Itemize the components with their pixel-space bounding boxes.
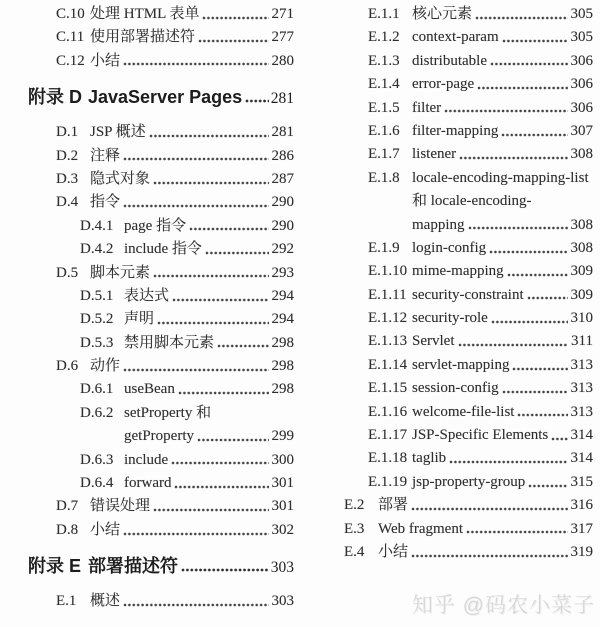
entry-number-label: D.6.4 (80, 475, 114, 492)
entry-number-label: D.4 (56, 194, 79, 211)
toc-entry (28, 215, 294, 238)
entry-title: 注释 (90, 147, 121, 164)
entry-number-label: E.1.4 (368, 76, 400, 93)
entry-title: listener (412, 146, 457, 163)
toc-entry-line (316, 401, 593, 424)
entry-number-label: E.3 (344, 520, 365, 537)
page-number: 301 (271, 475, 294, 492)
page-number: 305 (570, 29, 593, 46)
entry-number-label: E.1 (56, 593, 77, 610)
dot-leader (123, 203, 269, 209)
toc-entry-line (316, 541, 593, 564)
entry-title: forward (124, 475, 172, 492)
entry-number-label: E.1.13 (368, 333, 408, 350)
entry-number-label: E.1.6 (368, 122, 400, 139)
toc-entry-line (316, 120, 593, 143)
toc-entry (316, 120, 593, 143)
toc-entry (28, 308, 294, 331)
page-number: 299 (271, 428, 294, 445)
toc-entry (28, 519, 294, 542)
dot-leader (512, 366, 568, 372)
page-number: 300 (271, 451, 294, 468)
dot-leader (172, 297, 269, 303)
dot-leader (153, 507, 269, 513)
entry-title: getProperty (124, 428, 194, 445)
dot-leader (123, 367, 269, 373)
toc-entry-line (28, 590, 294, 613)
page-number: 317 (570, 520, 593, 537)
entry-title: useBean (124, 381, 175, 398)
entry-number-label: D.6 (56, 358, 79, 375)
appendix-number-label: 附录 E (28, 556, 82, 577)
entry-number-label: D.3 (56, 170, 79, 187)
page-number: 314 (570, 450, 593, 467)
toc-entry-line (28, 449, 294, 472)
entry-title: 声明 (124, 311, 155, 328)
entry-number-label: E.1.19 (368, 473, 408, 490)
entry-number-label: E.1.14 (368, 356, 408, 373)
entry-number-label: D.6.2 (80, 404, 114, 421)
dot-leader (217, 343, 269, 349)
page-number: 281 (270, 90, 294, 108)
page-number: 277 (271, 29, 294, 46)
page-number: 301 (271, 498, 294, 515)
entry-title: include 指令 (124, 241, 202, 258)
toc-entry-line (316, 377, 593, 400)
toc-entry-line (316, 237, 593, 260)
dot-leader (502, 389, 568, 395)
page-number: 298 (271, 334, 294, 351)
page-number: 294 (271, 287, 294, 304)
toc-entry (28, 191, 294, 214)
dot-leader (502, 38, 568, 44)
entry-number-label: D.4.2 (80, 241, 114, 258)
dot-leader (466, 529, 568, 535)
toc-entry (316, 3, 593, 26)
entry-title: JSP-Specific Elements (412, 427, 549, 444)
entry-title: 错误处理 (90, 498, 151, 515)
page-number: 302 (271, 521, 294, 538)
toc-entry-line (28, 215, 294, 238)
entry-title: 表达式 (124, 287, 170, 304)
toc-entry-line (28, 50, 294, 73)
page-number: 310 (570, 310, 593, 327)
page-number: 313 (570, 403, 593, 420)
page-number: 315 (570, 473, 593, 490)
toc-entry-line (316, 260, 593, 283)
toc-entry (316, 167, 593, 237)
toc-entry-line (316, 284, 593, 307)
toc-entry (28, 121, 294, 144)
page-number: 286 (271, 147, 294, 164)
dot-leader (490, 61, 568, 67)
dot-leader (174, 484, 269, 490)
dot-leader (197, 437, 269, 443)
entry-title: Web fragment (378, 520, 464, 537)
entry-title: locale-encoding-mapping-list (412, 169, 589, 186)
entry-number-label: E.1.9 (368, 239, 400, 256)
entry-number-label: E.1.10 (368, 263, 408, 280)
page-number: 305 (570, 6, 593, 22)
toc-entry-line (28, 262, 294, 285)
dot-leader (507, 272, 568, 278)
toc-entry-line (28, 472, 294, 495)
toc-entry-line (316, 330, 593, 353)
entry-number-label: E.1.12 (368, 310, 408, 327)
toc-entry (28, 145, 294, 168)
toc-entry (28, 355, 294, 378)
entry-title: setProperty 和 (124, 404, 212, 421)
dot-leader (501, 132, 568, 138)
entry-title: mime-mapping (412, 263, 504, 280)
toc-entry-line (316, 494, 593, 517)
page-number: 298 (271, 381, 294, 398)
page-number: 293 (271, 264, 294, 281)
entry-title: JSP 概述 (90, 124, 146, 141)
toc-entry-line (316, 143, 593, 166)
entry-title: welcome-file-list (412, 403, 515, 420)
entry-title: filter-mapping (412, 122, 499, 139)
entry-number-label: E.1.17 (368, 427, 408, 444)
toc-entry (28, 3, 294, 26)
toc-entry-line (28, 238, 294, 261)
toc-entry-line (28, 191, 294, 214)
toc-entry (316, 424, 593, 447)
toc-entry (316, 284, 593, 307)
toc-entry-line (316, 73, 593, 96)
page-number: 271 (271, 6, 294, 22)
entry-number-label: D.6.3 (80, 451, 114, 468)
toc-entry (316, 471, 593, 494)
toc-entry-line (316, 424, 593, 447)
appendix-title: JavaServer Pages (88, 87, 243, 108)
toc-entry (28, 449, 294, 472)
toc-entry (316, 518, 593, 541)
toc-entry (28, 402, 294, 449)
page-number: 319 (570, 543, 593, 560)
toc-entry-line (28, 145, 294, 168)
dot-leader (205, 250, 269, 256)
toc-entry (28, 26, 294, 49)
toc-entry-line (28, 308, 294, 331)
entry-title: 和 locale-encoding- (412, 193, 532, 210)
page-number: 303 (271, 593, 294, 610)
page-number: 287 (271, 170, 294, 187)
dot-leader (551, 436, 568, 442)
toc-entry (316, 73, 593, 96)
dot-leader (123, 61, 269, 67)
dot-leader (153, 180, 269, 186)
dot-leader (178, 390, 269, 396)
dot-leader (181, 567, 269, 573)
page-number: 290 (271, 217, 294, 234)
dot-leader (449, 459, 568, 465)
page-number: 309 (570, 263, 593, 280)
entry-number-label: E.1.2 (368, 29, 400, 46)
dot-leader (527, 295, 568, 301)
dot-leader (444, 108, 568, 114)
toc-entry-line (28, 495, 294, 518)
entry-title: 脚本元素 (90, 264, 151, 281)
entry-number-label: C.12 (56, 52, 85, 69)
page-number: 307 (570, 122, 593, 139)
dot-leader (468, 225, 569, 231)
dot-leader (149, 133, 269, 139)
page-number: 308 (570, 146, 593, 163)
dot-leader (189, 226, 269, 232)
dot-leader (517, 412, 568, 418)
page-number: 308 (570, 239, 593, 256)
toc-entry (316, 237, 593, 260)
toc-entry (316, 50, 593, 73)
dot-leader (528, 483, 568, 489)
toc-entry-line (28, 285, 294, 308)
toc-entry (316, 26, 593, 49)
toc-entry (316, 494, 593, 517)
appendix-title: 部署描述符 (88, 556, 178, 577)
dot-leader (411, 506, 568, 512)
dot-leader (458, 342, 569, 348)
toc-entry-line (28, 84, 294, 110)
entry-title: 使用部署描述符 (90, 29, 196, 46)
entry-title: 小结 (90, 52, 121, 69)
page-number: 298 (271, 358, 294, 375)
entry-number-label: E.1.8 (368, 169, 400, 186)
toc-entry-line (316, 50, 593, 73)
entry-number-label: E.2 (344, 497, 365, 514)
toc-entry-line (28, 3, 294, 26)
toc-entry (316, 401, 593, 424)
entry-number-label: E.1.18 (368, 450, 408, 467)
toc-entry (316, 97, 593, 120)
toc-entry-line (316, 471, 593, 494)
dot-leader (123, 531, 269, 537)
toc-entry-line (28, 168, 294, 191)
entry-number-label: D.4.1 (80, 217, 114, 234)
entry-number-label: E.1.16 (368, 403, 408, 420)
entry-title: 动作 (90, 358, 121, 375)
entry-number-label: D.7 (56, 498, 79, 515)
entry-number-label: D.5.2 (80, 311, 114, 328)
toc-entry-line (28, 519, 294, 542)
entry-title: 概述 (90, 593, 121, 610)
entry-title: filter (412, 99, 442, 116)
dot-leader (198, 38, 269, 44)
entry-title: taglib (412, 450, 447, 467)
entry-number-label: C.11 (56, 29, 85, 46)
dot-leader (245, 98, 269, 104)
toc-entry (316, 330, 593, 353)
entry-number-label: E.1.15 (368, 380, 408, 397)
page-number: 303 (270, 559, 294, 577)
dot-leader (477, 85, 568, 91)
toc-entry-line (316, 214, 593, 237)
entry-title: security-role (412, 310, 488, 327)
dot-leader (153, 273, 269, 279)
entry-number-label: D.8 (56, 521, 79, 538)
toc-entry-line (28, 121, 294, 144)
entry-title: servlet-mapping (412, 356, 510, 373)
entry-number-label: D.2 (56, 147, 79, 164)
dot-leader (202, 15, 269, 21)
toc-entry (28, 590, 294, 613)
toc-entry (316, 541, 593, 564)
page-number: 292 (271, 241, 294, 258)
entry-title: login-config (412, 239, 487, 256)
toc-entry (28, 472, 294, 495)
page-number: 314 (570, 427, 593, 444)
entry-number-label: D.6.1 (80, 381, 114, 398)
entry-number-label: E.1.7 (368, 146, 400, 163)
toc-entry-line (316, 3, 593, 26)
toc-heading (28, 84, 294, 110)
entry-title: 部署 (378, 497, 409, 514)
page-number: 309 (570, 286, 593, 303)
toc-entry (316, 260, 593, 283)
page-number: 306 (570, 76, 593, 93)
toc-entry (316, 377, 593, 400)
dot-leader (123, 602, 269, 608)
dot-leader (491, 319, 568, 325)
dot-leader (475, 15, 568, 21)
page-number: 313 (570, 356, 593, 373)
entry-title: jsp-property-group (412, 473, 526, 490)
page-number: 316 (570, 497, 593, 514)
page-number: 281 (271, 124, 294, 141)
toc-entry-line (316, 190, 593, 213)
entry-title: 小结 (90, 521, 121, 538)
toc-heading (28, 553, 294, 579)
toc-entry (316, 354, 593, 377)
dot-leader (171, 460, 269, 466)
toc-column-right (316, 0, 593, 564)
entry-title: include (124, 451, 169, 468)
toc-entry-line (28, 425, 294, 448)
entry-title: 核心元素 (412, 6, 473, 22)
entry-title: context-param (412, 29, 499, 46)
page-number: 290 (271, 194, 294, 211)
toc-entry (28, 262, 294, 285)
toc-entry-line (316, 26, 593, 49)
dot-leader (459, 155, 568, 161)
entry-number-label: D.5.3 (80, 334, 114, 351)
toc-entry (28, 332, 294, 355)
toc-entry (316, 143, 593, 166)
page-number: 306 (570, 99, 593, 116)
toc-entry (28, 285, 294, 308)
toc-column-left (28, 0, 294, 614)
entry-title: Servlet (412, 333, 455, 350)
page-number: 280 (271, 52, 294, 69)
toc-entry (28, 238, 294, 261)
entry-title: 小结 (378, 543, 409, 560)
page-number: 313 (570, 380, 593, 397)
toc-entry-line (316, 518, 593, 541)
dot-leader (157, 320, 269, 326)
entry-title: distributable (412, 52, 487, 69)
toc-entry (28, 50, 294, 73)
entry-number-label: E.1.1 (368, 6, 400, 22)
page-number: 306 (570, 52, 593, 69)
entry-number-label: C.10 (56, 6, 85, 22)
toc-entry-line (28, 355, 294, 378)
toc-entry-line (28, 378, 294, 401)
entry-title: error-page (412, 76, 475, 93)
toc-entry (28, 495, 294, 518)
toc-entry (316, 307, 593, 330)
entry-number-label: D.5.1 (80, 287, 114, 304)
entry-title: 禁用脚本元素 (124, 334, 215, 351)
entry-title: 指令 (90, 194, 121, 211)
dot-leader (123, 156, 269, 162)
appendix-number-label: 附录 D (28, 87, 82, 108)
watermark-label: 知乎 @码农小菜子 (411, 594, 595, 617)
toc-entry-line (316, 354, 593, 377)
dot-leader (489, 249, 568, 255)
entry-number-label: D.1 (56, 124, 79, 141)
toc-entry (316, 447, 593, 470)
dot-leader (411, 553, 568, 559)
toc-entry (28, 378, 294, 401)
entry-title: mapping (412, 216, 465, 233)
entry-title: page 指令 (124, 217, 187, 234)
toc-entry-line (316, 167, 593, 190)
entry-title: 处理 HTML 表单 (90, 6, 200, 22)
entry-number-label: E.4 (344, 543, 365, 560)
entry-number-label: E.1.3 (368, 52, 400, 69)
page-number: 308 (570, 216, 593, 233)
page-number: 294 (271, 311, 294, 328)
entry-title: session-config (412, 380, 499, 397)
entry-title: security-constraint (412, 286, 524, 303)
toc-entry (28, 168, 294, 191)
toc-entry-line (316, 97, 593, 120)
entry-title: 隐式对象 (90, 170, 151, 187)
toc-entry-line (28, 332, 294, 355)
entry-number-label: E.1.11 (368, 286, 407, 303)
entry-number-label: D.5 (56, 264, 79, 281)
toc-entry-line (316, 447, 593, 470)
page-number: 311 (571, 333, 593, 350)
toc-entry-line (316, 307, 593, 330)
toc-entry-line (28, 26, 294, 49)
toc-entry-line (28, 402, 294, 425)
toc-entry-line (28, 553, 294, 579)
entry-number-label: E.1.5 (368, 99, 400, 116)
